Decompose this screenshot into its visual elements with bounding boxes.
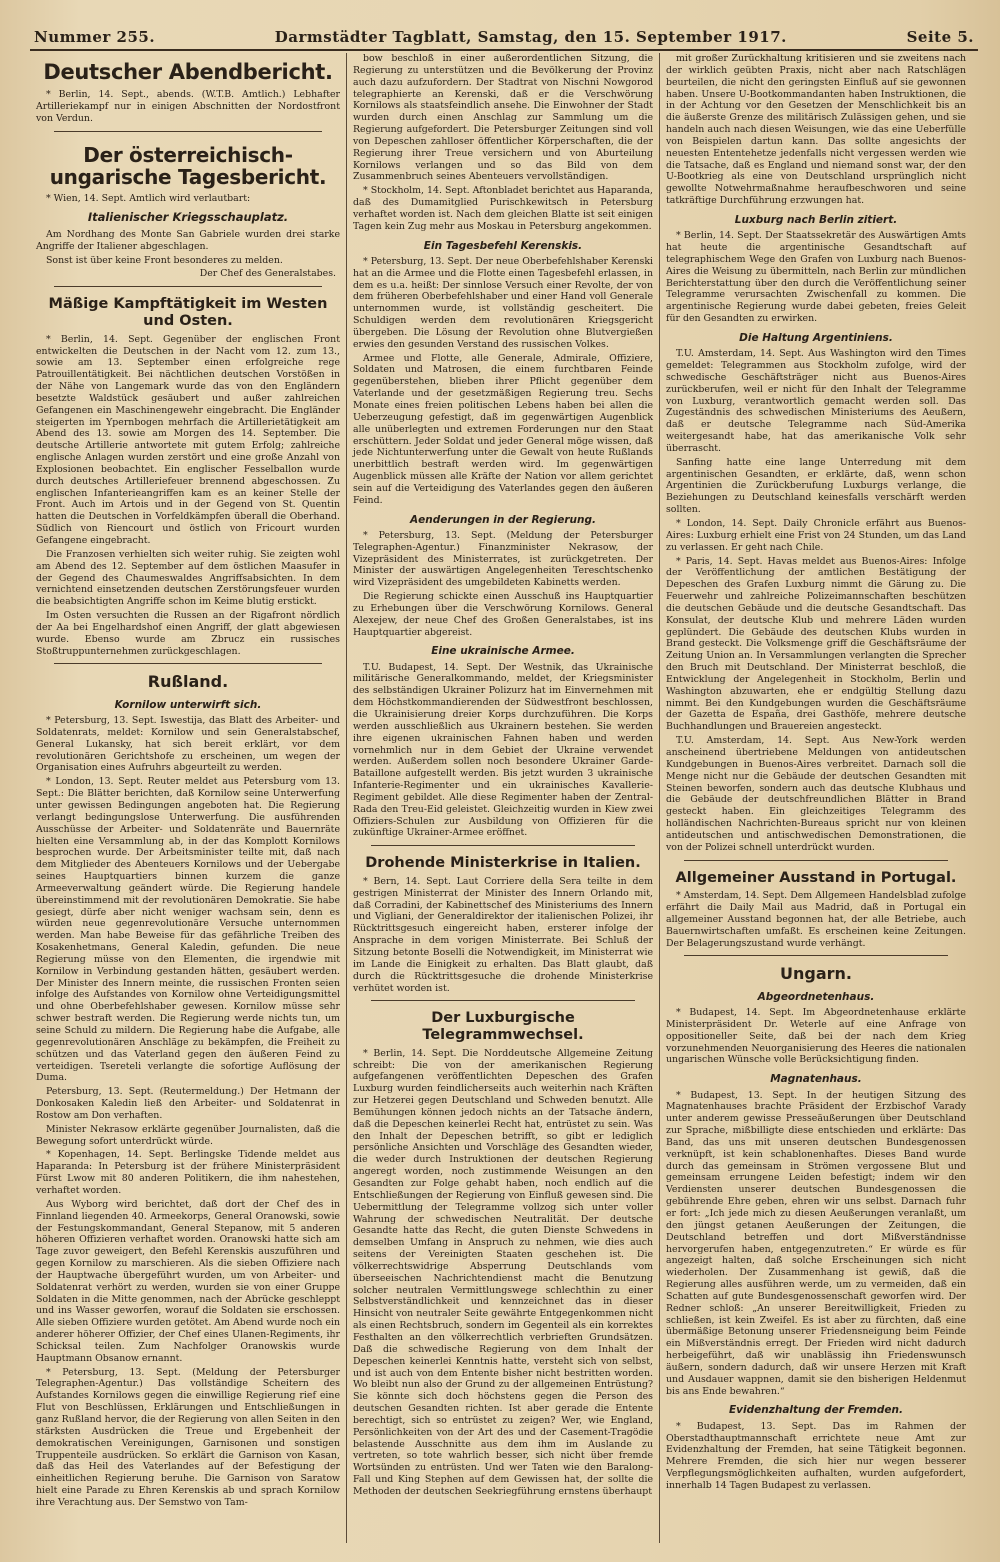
article-text: * Petersburg, 13. Sept. Der neue Oberbefehlshaber Kerenski hat an die Armee und die Flotte einen Tagesbefehl erlassen, in dem es u.a. heißt: Der sinnlose Versuch einer Revolte, der von dem früheren Oberbefehlshaber und einer Hand voll Generale unternommen wurde, ist vollständig gescheitert. Die Schuldigen werden dem revolutionären Kriegsgericht übergeben. Die Lösung der Revolution ohne Blutvergießen erwies den gesunden Verstand des russischen Volkes. (353, 255, 653, 350)
article-text: Aus Wyborg wird berichtet, daß dort der Chef des in Finnland liegenden 40. Armeekorps, General Oranowski, sowie der Festungskommandant, General Stepanow, mit 5 anderen höheren Offizieren verhaftet worden. Oranowski hatte sich am Tage zuvor geweigert, den Befehl Kerenskis auszuführen und gegen Kornilow zu marschieren. Als die sieben Offiziere nach der Hauptwache übergeführt wurden, um von Arbeiter- und Soldatenrat verhört zu werden, wurden sie von einer Gruppe Soldaten in die Mitte genommen, nach der Abrücke geschleppt und ins Wasser geworfen, worauf die Soldaten sie erschossen. Alle sieben Offiziere wurden getötet. Am Abend wurde noch ein anderer höherer Offizier, der Chef eines Ulanen-Regiments, ihr Schicksal teilen. Zum Nachfolger Oranowskis wurde Hauptmann Obsanow ernannt. (36, 1198, 340, 1364)
subheading-chamber-deputies: Abgeordnetenhaus. (757, 990, 875, 1003)
article-text: * London, 13. Sept. Reuter meldet aus Petersburg vom 13. Sept.: Die Blätter berichten, daß Kornilow seine Unterwerfung unter gewissen Bedingungen angeboten hat. Die Regierung verlangt bedingungslose Unterwerfung. Die ausführenden Ausschüsse der Arbeiter- und Soldatenräte und Bauernräte hielten eine Versammlung ab, in der das Komplott Kornilows besprochen wurde. Der Arbeitsminister teilte mit, daß nach dem Mitglieder des Abenteuers Kornilows und der Uebergabe seines Hauptquartiers binnen kurzem die ganze Armeeverwaltung geändert würde. Die Regierung handele übereinstimmend mit der revolutionären Demokratie. Sie habe gesiegt, dürfe aber nicht weniger wachsam sein, denn es würden neue gegenrevolutionäre Versuche unternommen werden. Man habe Beweise für das gefährliche Treiben des Kosakenhetmans, General Kaledin, gefunden. Die neue Regierung müsse von den Elementen, die irgendwie mit Kornilow in Verbindung gestanden hätten, gesäubert werden. Der Minister des Innern meinte, die russischen Fronten seien infolge des Aufstandes von Kornilow ohne Verteidigungsmittel und ohne Oberbefehlshaber gewesen. Kornilow müsse sehr schwer bestraft werden. Die Regierung werde nichts tun, um seine Schuld zu mildern. Die Regierung habe die Aufgabe, alle gegenrevolutionären Anschläge zu bekämpfen, die Freiheit zu schützen und das Vaterland gegen den äußeren Feind zu verteidigen. Tsereteli verlangte die sofortige Auflösung der Duma. (36, 776, 340, 1084)
subheading-argentina: Die Haltung Argentiniens. (739, 331, 893, 344)
article-text: * Petersburg, 13. Sept. (Meldung der Petersburger Telegraphen-Agentur.) Finanzminister Nekrasow, der Vizepräsident des Ministerrates, ist zurückgetreten. Der Minister der auswärtigen Angelegenheiten Tereschtschenko wird Vizepräsident des umgebildeten Kabinetts werden. (353, 529, 653, 589)
article-text: * Kopenhagen, 14. Sept. Berlingske Tidende meldet aus Haparanda: In Petersburg ist der frühere Ministerpräsident Fürst Lwow mit 80 anderen Politikern, die ihm nahestehen, verhaftet worden. (36, 1149, 340, 1196)
divider (371, 845, 635, 846)
article-text: * London, 14. Sept. Daily Chronicle erfährt aus Buenos-Aires: Luxburg erhielt eine Frist von 24 Stunden, um das Land zu verlassen. Er geht nach Chile. (666, 517, 966, 553)
headline-combat-activity: Mäßige Kampftätigkeit im Westen und Osten. (48, 296, 328, 329)
headline-italy-crisis: Drohende Ministerkrise in Italien. (365, 855, 641, 872)
subheading-foreigners: Evidenzhaltung der Fremden. (729, 1404, 903, 1417)
article-text: Im Osten versuchten die Russen an der Rigafront nördlich der Aa bei Engelhardshof einen Angriff, der glatt abgewiesen wurde. Ebenso wurde am Zbrucz ein russisches Stoßtruppunternehmen zurückgeschlagen. (36, 610, 340, 657)
article-text: Sanfing hatte eine lange Unterredung mit dem argentinischen Gesandten, er erklärte, daß, wenn schon Argentinien die Zurückberufung Luxburgs verlange, die Beziehungen zu Deutschland keinesfalls verschärft werden sollten. (666, 456, 966, 516)
subheading-ukrainian-army: Eine ukrainische Armee. (431, 645, 575, 658)
divider (54, 131, 322, 132)
subheading-house-magnates: Magnatenhaus. (770, 1073, 862, 1086)
article-text: * Wien, 14. Sept. Amtlich wird verlautbart: (46, 192, 251, 204)
divider (54, 286, 322, 287)
article-text: Petersburg, 13. Sept. (Reutermeldung.) Der Hetmann der Donkosaken Kaledin ließ den Arbeiter- und Soldatenrat in Rostow am Don verhaften. (36, 1086, 340, 1121)
article-text: * Budapest, 13. Sept. Das im Rahmen der Oberstadthauptmannschaft errichtete neue Amt zur Evidenzhaltung der Fremden, hat seine Tätigkeit begonnen. Mehrere Fremden, die sich hier nur wegen besserer Verpflegungsmöglichkeiten aufhalten, wurden aufgefordert, innerhalb 14 Tagen Budapest zu verlassen. (666, 1420, 966, 1491)
masthead (30, 28, 978, 51)
article-text: Armee und Flotte, alle Generale, Admirale, Offiziere, Soldaten und Matrosen, die einem furchtbaren Feinde gegenüberstehen, blieben ihrer Pflicht gegenüber dem Vaterlande und der gesetzmäßigen Regierung treu. Sechs Monate eines freien politischen Lebens haben bei allen die Ueberzeugung gefestigt, daß im gegenwärtigen Augenblick alle unüberlegten und extremen Forderungen nur den Staat erschüttern. Jeder Soldat und jeder General möge wissen, daß jede Nichtunterwerfung unter die Gewalt von heute Rußlands unerbittlich bestraft werden wird. Im gegenwärtigen Augenblick müssen alle Kräfte der Nation vor allem gerichtet sein auf die Verteidigung des Vaterlandes gegen den äußeren Feind. (353, 352, 653, 506)
article-text: * Budapest, 13. Sept. In der heutigen Sitzung des Magnatenhauses brachte Präsident der Erzbischof Varady unter anderem gewisse Presseäußerungen über Deutschland zur Sprache, mißbilligte diese entschieden und erklärte: Das Band, das uns mit unseren deutschen Bundesgenossen verknüpft, ist kein schablonenhaftes. Dieses Band wurde durch das gemeinsam in Strömen vergossene Blut und gemeinsam errungene Leiden befestigt; indem wir den Verdiensten unserer deutschen Bundesgenossen die gebührende Ehre geben, ehren wir uns selbst. Darnach fuhr er fort: „Ich jede mich zu diesen Aeußerungen veranlaßt, um den jüngst getanen Aeußerungen der Zeitungen, die Deutschland betreffen und dort Mißverständnisse hervorgerufen haben, entgegenzutreten.“ Er würde es für angezeigt halten, daß solche Erscheinungen sich nicht wiederholen. Der Zusammenhang ist gewiß, daß die Regierung alles ausführen werde, um zu vermeiden, daß ein Schatten auf gute Bundesgenossenschaft geworfen wird. Der Redner schloß: „An unserer Bereitwilligkeit, Frieden zu schließen, ist kein Zweifel. Es ist aber zu fürchten, daß eine übermäßige Betonung unserer Friedensneigung beim Feinde ein Mißverständnis erregt. Der Frieden wird nicht dadurch herbeigeführt, daß wir unablässig ihn Friedenswunsch äußern, sondern dadurch, daß wir unsere Herzen mit Kraft und Ausdauer wappnen, damit sie den bisherigen Heldenmut bis ans Ende bewahren.“ (666, 1089, 966, 1397)
divider (684, 860, 948, 861)
article-text: * Paris, 14. Sept. Havas meldet aus Buenos-Aires: Infolge der Veröffentlichung der amtlichen Bestätigung der Depeschen des Grafen Luxburg nimmt die Gärung zu. Die Feuerwehr und zahlreiche Polizeimannschaften beschützen die deutschen Gebäude und die deutsche Gesandtschaft. Das Konsulat, der deutsche Klub und mehrere Läden wurden geplündert. Die Gebäude des deutschen Klubs wurden in Brand gesteckt. Die Volksmenge griff die Geschäftsräume der Zeitung Union an. In Versammlungen verlangten die Sprecher den Bruch mit Deutschland. Der Ministerrat beschloß, die Entwicklung der Angelegenheit in Stockholm, Berlin und Washington abzuwarten, ehe er endgültig Stellung dazu nimmt. Bei den Kundgebungen wurden die Geschäftsräume der Gazetta de España, drei Gasthöfe, mehrere deutsche Buchhandlungen und Brauereien angesteckt. (666, 555, 966, 733)
subheading-italian-theatre: Italienischer Kriegsschauplatz. (87, 210, 289, 225)
article-text: * Bern, 14. Sept. Laut Corriere della Sera teilte in dem gestrigen Ministerrat der Minister des Innern Orlando mit, daß Corradini, der Kabinettschef des Ministeriums des Innern und Vigliani, der Generaldirektor der italienischen Polizei, ihr Rücktrittsgesuch eingereicht haben, ersterer infolge der Ansprache in dem vorigen Ministerrate. Bei Schluß der Sitzung betonte Boselli die Notwendigkeit, im Ministerrat wie im Lande die Einigkeit zu erhalten. Das Blatt glaubt, daß durch die Rücktrittsgesuche die drohende Ministerkrise verhütet worden ist. (353, 875, 653, 994)
article-text: * Amsterdam, 14. Sept. Dem Allgemeen Handelsblad zufolge erfährt die Daily Mail aus Madrid, daß in Portugal ein allgemeiner Ausstand begonnen hat, der alle Betriebe, auch Bauernwirtschaften umfaßt. Es erscheinen keine Zeitungen. Der Belagerungszustand wurde verhängt. (666, 890, 966, 949)
subheading-kornilow: Kornilow unterwirft sich. (114, 698, 262, 711)
article-text: Minister Nekrasow erklärte gegenüber Journalisten, daß die Bewegung sofort unterdrückt würde. (36, 1123, 340, 1147)
subheading-kerenski-order: Ein Tagesbefehl Kerenskis. (423, 239, 583, 252)
page-number: Seite 5. (906, 28, 974, 46)
article-text: * Budapest, 14. Sept. Im Abgeordnetenhause erklärte Ministerpräsident Dr. Weterle auf eine Anfrage von oppositioneller Seite, daß bei der nach dem Krieg vorzunehmenden Neuorganisierung des Heeres die nationalen ungarischen Wünsche volle Berücksichtigung finden. (666, 1007, 966, 1066)
subheading-government-changes: Aenderungen in der Regierung. (409, 513, 596, 526)
article-text: Sonst ist über keine Front besonderes zu melden. (46, 254, 283, 266)
headline-austro-hungarian-report: Der österreichisch-ungarische Tagesbericht. (49, 142, 327, 189)
headline-luxburg-telegrams: Der Luxburgische Telegrammwechsel. (422, 1010, 584, 1044)
article-text: Die Franzosen verhielten sich weiter ruhig. Sie zeigten wohl am Abend des 12. September auf dem östlichen Maasufer in der Gegend des Chaumeswaldes Angriffsabsichten. In dem vernichtend einsetzenden deutschen Zerstörungsfeuer wurden die beabsichtigten Angriffe schon im Keime blutig erstickt. (36, 548, 340, 608)
columns (30, 53, 978, 1543)
headline-russia: Rußland. (147, 672, 229, 692)
article-text: T.U. Budapest, 14. Sept. Der Westnik, das Ukrainische militärische Generalkommando, meldet, der Kriegsminister des selbständigen Ukrainer Polizurz hat im Einvernehmen mit dem Höchstkommandierenden der Südwestfront beschlossen, die Ukrainisierung dreier Korps durchzuführen. Die Korps werden ausschließlich aus Ukrainern bestehen. Sie werden ihre eigenen ukrainischen Fahnen haben und werden vornehmlich nur in dem Gebiet der Ukraine verwendet werden. Außerdem sollen noch besondere Ukrainer Garde-Bataillone aufgestellt werden. Bis jetzt wurden 3 ukrainische Infanterie-Regimenter und ein ukrainisches Kavallerie-Regiment gebildet. Alle diese Regimenter haben der Zentral-Rada den Treu-Eid geleistet. Gleichzeitig wurden in Kiew zwei Offiziers-Schulen zur Ausbildung von Offizieren für die zukünftige Ukrainer-Armee eröffnet. (353, 661, 653, 839)
article-text: mit großer Zurückhaltung kritisieren und sie zweitens nach der wirklich geübten Praxis, nicht aber nach Ratschlägen beurteilen, die nicht den geringsten Einfluß auf sie gewonnen haben. Unsere U-Bootkommandanten haben Instruktionen, die in der Achtung vor den Gesetzen der Menschlichkeit bis an die äußerste Grenze des militärisch Zulässigen gehen, und sie handeln auch nach diesen Weisungen, wie das eine Ueberfülle von Beispielen dartun kann. Das sollte angesichts der neuesten Ententehetze jedenfalls nicht vergessen werden wie die Tatsache, daß es England und niemand sonst war, der den U-Bootkrieg als eine von Deutschland ursprünglich nicht gewollte Notwehrmaßnahme heraufbeschworen und seine tatkräftige Durchführung erzwungen hat. (666, 53, 966, 207)
headline-portugal-strike: Allgemeiner Ausstand in Portugal. (675, 869, 957, 886)
article-text: * Berlin, 14. Sept., abends. (W.T.B. Amtlich.) Lebhafter Artilleriekampf nur in einigen Abschnitten der Nordostfront von Verdun. (36, 89, 340, 124)
issue-number: Nummer 255. (34, 28, 156, 46)
article-text: * Berlin, 14. Sept. Der Staatssekretär des Auswärtigen Amts hat heute die argentinische Gesandtschaft auf telegraphischem Wege den Grafen von Luxburg nach Buenos-Aires die Weisung zu übermitteln, nach Berlin zur mündlichen Berichterstattung über den durch die Veröffentlichung seiner Telegramme verursachten Zwischenfall zu kommen. Die argentinische Regierung wurde dabei gebeten, freies Geleit für den Gesandten zu erwirken. (666, 230, 966, 325)
column-2 (346, 53, 659, 1543)
divider (684, 955, 948, 956)
article-text: * Berlin, 14. Sept. Gegenüber der englischen Front entwickelten die Deutschen in der Nacht vom 12. zum 13., sowie am 13. September einen erfolgreiche rege Patrouillentätigkeit. Bei nächtlichen deutschen Vorstößen in der Nähe von Langemark wurde das von den Engländern besetzte Waldstück gesäubert und außer zahlreichen Gefangenen ein Maschinengewehr eingebracht. Die Engländer steigerten im Ypernbogen mehrfach die Artillerietätigkeit am Abend des 13. sowie am Morgen des 14. September. Die deutsche Artillerie antwortete mit gutem Erfolg; zahlreiche englische Anlagen wurden zerstört und eine große Anzahl von Explosionen beobachtet. Ein englischer Fesselballon wurde durch deutsches Artilleriefeuer brennend abgeschossen. Zu englischen Infanterieangriffen kam es an keiner Stelle der Front. Auch im Artois und in der Gegend von St. Quentin hatten die Deutschen in Vorfeldkämpfen überall die Oberhand. Südlich von Riencourt und östlich von Fricourt wurden Gefangene eingebracht. (36, 333, 340, 547)
article-text: T.U. Amsterdam, 14. Sept. Aus Washington wird den Times gemeldet: Telegrammen aus Stockholm zufolge, wird der schwedische Geschäftsträger nicht aus Buenos-Aires zurückberufen, weil er nicht für den Inhalt der Telegramme von Luxburg, verantwortlich gemacht werden soll. Das Zugeständnis des schwedischen Ministeriums des Aeußern, daß er deutsche Telegramme nach Süd-Amerika weitergesandt habe, hat das amerikanische Volk sehr überrascht. (666, 348, 966, 454)
divider (54, 663, 322, 664)
article-text: * Petersburg, 13. Sept. (Meldung der Petersburger Telegraphen-Agentur.) Das vollständige Scheitern des Aufstandes Kornilows gegen die einwillige Regierung rief eine Flut von Beschlüssen, Erklärungen und Entschließungen in ganz Rußland hervor, die der Regierung von allen Seiten in den stärksten Ausdrücken die Treue und Ergebenheit der demokratischen Vereinigungen, Garnisonen und sonstigen Truppenteile ausdrücken. So erklärt die Garnison von Kasan, daß das Heil des Vaterlandes auf der Befestigung der einheitlichen Regierung beruhe. Die Garnison von Saratow hielt eine Parade zu Ehren Kerenskis ab und sprach Kornilow ihre Verachtung aus. Der Semstwo von Tam- (36, 1366, 340, 1508)
article-text: bow beschloß in einer außerordentlichen Sitzung, die Regierung zu unterstützen und die Bevölkerung der Provinz auch dazu aufzufordern. Der Stadtrat von Nischni Nowgorod telegraphierte an Kerenski, daß er die Verschwörung Kornilows als staatsfeindlich ansehe. Die Einwohner der Stadt wurden durch einen Anschlag zur Sammlung um die Regierung aufgefordert. Die Petersburger Zeitungen sind voll von Depeschen zahlloser öffentlicher Körperschaften, die der Regierung ihrer Treue versichern und von Aburteilung Kornilows verlangen und so das Bild von dem Zusammenbruch seines Abenteuers vervollständigen. (353, 53, 653, 183)
divider (371, 1000, 635, 1001)
column-1 (30, 53, 346, 1543)
headline-abendbericht: Deutscher Abendbericht. (43, 60, 333, 84)
newspaper-title: Darmstädter Tagblatt, Samstag, den 15. September 1917. (274, 28, 787, 46)
article-text: * Stockholm, 14. Sept. Aftonbladet berichtet aus Haparanda, daß des Dumamitglied Purischkewitsch in Petersburg verhaftet worden ist. Nach dem gleichen Blatte ist seit einigen Tagen kein Zug mehr aus Moskau in Petersburg angekommen. (353, 185, 653, 232)
article-text: * Petersburg, 13. Sept. Iswestija, das Blatt des Arbeiter- und Soldatenrats, meldet: Kornilow und sein Generalstabschef, General Lukansky, hat sich bereit erklärt, vor dem revolutionären Gerichtshofe zu erscheinen, um wegen der Organisation eines Aufruhrs abgeurteilt zu werden. (36, 715, 340, 774)
signature: Der Chef des Generalstabes. (199, 268, 336, 280)
article-text: T.U. Amsterdam, 14. Sept. Aus New-York werden anscheinend übertriebene Meldungen von antideutschen Kundgebungen in Buenos-Aires verbreitet. Darnach soll die Menge nicht nur die Gebäude der deutschen Gesandten mit Steinen beworfen, sondern auch das deutsche Klubhaus und die Gebäude der deutschfreundlichen Blätter in Brand gesteckt haben. Ein gleichzeitiges Telegramm des holländischen Nachrichten-Bureaus spricht nur von kleinen antideutschen und antischwedischen Demonstrationen, die von der Polizei schnell unterdrückt wurden. (666, 735, 966, 853)
headline-hungary: Ungarn. (780, 964, 852, 984)
article-text: * Berlin, 14. Sept. Die Norddeutsche Allgemeine Zeitung schreibt: Die von der amerikanischen Regierung aufgefangenen veröffentlichten Depeschen des Grafen Luxburg wurden feindlicherseits auch weiterhin nach Kräften zur Hetzerei gegen Deutschland und Schweden benutzt. Alle Bemühungen können jedoch nichts an der Tatsache ändern, daß die Depeschen keinerlei Recht hat, entrüstet zu sein. Was den Inhalt der Depeschen betrifft, so gibt er lediglich persönliche Ansichten und Vorschläge des Gesandten wieder, die weder durch Instruktionen der deutschen Regierung angeregt worden, noch zustimmende Weisungen an den Gesandten zur Folge gehabt haben, noch endlich auf die Entschließungen der Regierung von Einfluß gewesen sind. Die Uebermittlung der Telegramme vollzog sich unter voller Wahrung der schwedischen Neutralität. Der deutsche Gesandte hatte das Recht, die guten Dienste Schwedens in demselben Umfang in Anspruch zu nehmen, wie dies auch seitens der Vereinigten Staaten geschehen ist. Die völkerrechtswidrige Absperrung Deutschlands vom überseeischen Nachrichtendienst macht die Benutzung solcher neutralen Vermittlungswege schlechthin zu einer Selbstverständlichkeit und kennzeichnet das in dieser Hinsicht von neutraler Seite gewährte Entgegenkommen nicht als einen Rechtsbruch, sondern im Gegenteil als ein korrektes Festhalten an den völkerrechtlich verbrieften Grundsätzen. Daß die schwedische Regierung von dem Inhalt der Depeschen keinerlei Kenntnis hatte, versteht sich von selbst, und ist auch von dem Entente bisher nicht bestritten worden. Wo bleibt nun also der Grund zu der allgemeinen Entrüstung? Sie könnte sich doch höchstens gegen die Person des deutschen Gesandten richten. Ist aber gerade die Entente berechtigt, sich so entrüstet zu zeigen? Wer, wie England, Persönlichkeiten von der Art des und der Casement-Tragödie belastende Ausschnitte aus dem ihm im Auslande zu vertreten, so tote wahrlich besser, sich nicht über fremde Wortsünden zu entrüsten. Und wer Taten wie den Baralong-Fall und King Stephen auf dem Gewissen hat, der sollte die Methoden der deutschen Seekriegführung ernstens überhaupt (353, 1047, 653, 1497)
article-text: Die Regierung schickte einen Ausschuß ins Hauptquartier zu Erhebungen über die Verschwörung Kornilows. General Alexejew, der neue Chef des Großen Generalstabes, ist ins Hauptquartier abgereist. (353, 591, 653, 638)
article-text: Am Nordhang des Monte San Gabriele wurden drei starke Angriffe der Italiener abgeschlagen. (36, 228, 340, 252)
subheading-luxburg-cited: Luxburg nach Berlin zitiert. (734, 213, 898, 226)
column-3 (659, 53, 972, 1543)
